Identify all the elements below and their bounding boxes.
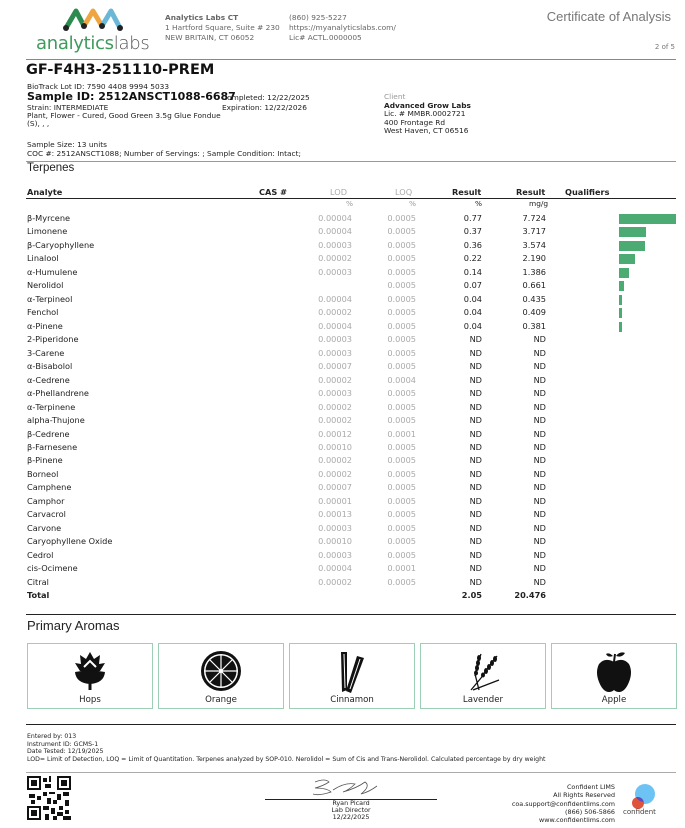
lod-value: 0.00012 [318,428,352,439]
table-row [0,212,685,225]
result-pct: 0.04 [463,307,482,318]
result-pct: 0.04 [463,320,482,331]
result-pct: 0.77 [463,213,482,223]
table-row [0,293,685,306]
aroma-card-lavender [420,643,546,709]
lims-name: Confident LIMS [566,783,615,791]
aroma-label: Apple [601,695,627,705]
analyte-name: Camphene [27,482,72,493]
aroma-card-cinnamon [289,643,415,709]
method-note: LOD= Limit of Detection, LOQ = Limit of Quantitation. Terpenes analyzed by SOP-010. Nerolidol = Sum of Cis and Trans-Nerolidol. Calculated percentage by dry weight [27,756,546,764]
table-row [0,306,685,319]
loq-value: 0.0005 [387,388,416,399]
result-pct: ND [469,482,482,493]
analyte-name: α-Phellandrene [27,388,89,399]
analyte-name: β-Caryophyllene [27,239,95,250]
total-pct: 2.05 [461,590,482,601]
result-bar [619,308,622,318]
logo-text-main: analytics [36,33,114,54]
lims-email[interactable]: coa.support@confidentlims.com [511,799,615,808]
table-row [0,266,685,279]
result-pct: ND [469,441,482,452]
analyte-name: Nerolidol [27,280,64,291]
result-mg: ND [533,482,546,493]
analyte-name: α-Terpinene [27,401,76,412]
lod-value: 0.00004 [318,563,352,574]
unit-result-mg: mg/g [529,199,549,208]
lod-value: 0.00002 [318,576,352,587]
loq-value: 0.0005 [387,455,416,466]
lab-address-1: 1 Hartford Square, Suite # 230 [165,23,280,32]
result-mg: 0.381 [522,320,546,331]
table-row [0,239,685,252]
result-mg: ND [533,441,546,452]
analyte-name: β-Myrcene [27,213,71,223]
table-row [0,401,685,414]
biotrack-lot-id: BioTrack Lot ID: 7590 4408 9994 5033 [27,82,170,91]
loq-value: 0.0005 [387,334,416,345]
col-qualifiers: Qualifiers [565,187,610,197]
col-loq: LOQ [395,187,413,197]
table-row [0,441,685,454]
table-row [0,576,685,589]
lod-value: 0.00001 [318,495,352,506]
lod-value: 0.00003 [318,347,352,358]
analyte-name: Carvone [27,522,62,533]
table-row [0,320,685,333]
lab-contact [289,13,396,43]
result-bar [619,322,622,332]
lod-value: 0.00010 [318,441,352,452]
table-row [0,428,685,441]
result-pct: ND [469,576,482,587]
hops-icon [73,650,107,692]
result-bar [619,268,629,278]
lab-phone: (860) 925-5227 [289,13,347,22]
loq-value: 0.0005 [387,307,416,318]
result-mg: 0.435 [522,293,546,304]
result-pct: 0.14 [463,266,482,277]
result-pct: ND [469,495,482,506]
result-bar [619,214,676,224]
loq-value: 0.0005 [387,549,416,560]
result-mg: 1.386 [522,266,546,277]
analyte-name: 2-Piperidone [27,334,79,345]
lod-value: 0.00003 [318,549,352,560]
client-address-2: West Haven, CT 06516 [384,126,469,135]
analyte-name: α-Cedrene [27,374,70,385]
cinnamon-icon [337,650,367,694]
result-bar [619,241,645,251]
aroma-label: Orange [205,695,237,705]
lod-value: 0.00002 [318,455,352,466]
analyte-name: β-Pinene [27,455,63,466]
lab-url[interactable]: https://myanalyticslabs.com/ [289,23,396,32]
lod-value: 0.00003 [318,522,352,533]
lod-value: 0.00002 [318,415,352,426]
lod-value: 0.00002 [318,401,352,412]
loq-value: 0.0005 [387,401,416,412]
analyte-name: Fenchol [27,307,59,318]
loq-value: 0.0005 [387,468,416,479]
aroma-card-apple [551,643,677,709]
loq-value: 0.0005 [387,361,416,372]
loq-value: 0.0005 [387,536,416,547]
divider [26,772,676,773]
unit-loq: % [409,199,417,208]
unit-lod: % [346,199,354,208]
completed-date: Completed: 12/22/2025 [222,93,310,102]
loq-value: 0.0005 [387,293,416,304]
lod-value: 0.00002 [318,468,352,479]
col-result-mg: Result [516,187,546,197]
result-mg: ND [533,563,546,574]
strain: Strain: INTERMEDIATE [27,103,109,112]
client-info [384,93,471,136]
lab-info [165,13,280,43]
lod-value: 0.00004 [318,293,352,304]
result-mg: ND [533,361,546,372]
terpenes-section-title: Terpenes [27,162,75,174]
result-mg: ND [533,455,546,466]
lims-phone: (866) 506-5866 [565,807,615,816]
result-pct: ND [469,468,482,479]
expiration-date: Expiration: 12/22/2026 [222,102,307,112]
loq-value: 0.0001 [387,428,416,439]
analyte-name: β-Farnesene [27,441,78,452]
loq-value: 0.0005 [387,320,416,331]
result-mg: ND [533,415,546,426]
table-row [0,562,685,575]
result-pct: ND [469,563,482,574]
lod-value: 0.00004 [318,226,352,237]
loq-value: 0.0005 [387,509,416,520]
result-pct: ND [469,361,482,372]
terpene-rows [0,212,685,603]
result-mg: 0.661 [522,280,546,291]
table-row [0,549,685,562]
analyte-name: Linalool [27,253,59,264]
table-row [0,252,685,265]
loq-value: 0.0005 [387,226,416,237]
loq-value: 0.0005 [387,522,416,533]
lab-address-2: NEW BRITAIN, CT 06052 [165,33,255,42]
table-row [0,454,685,467]
lod-value: 0.00003 [318,239,352,250]
product-description: Plant, Flower - Cured, Good Green 3.5g Glue Fondue (S), , , [27,111,221,129]
instrument-id: Instrument ID: GCMS-1 [27,740,99,748]
lavender-icon [465,650,501,692]
result-pct: 0.04 [463,293,482,304]
table-row [0,508,685,521]
result-pct: ND [469,401,482,412]
aroma-label: Hops [79,695,101,705]
table-row [0,535,685,548]
result-pct: ND [469,428,482,439]
lims-url[interactable]: www.confidentlims.com [539,816,615,825]
signer-info [265,800,437,821]
analyte-name: α-Pinene [27,320,63,331]
table-row [0,387,685,400]
lims-info [470,783,615,824]
analysis-notes [27,733,545,764]
lab-name: Analytics Labs CT [165,13,239,22]
col-lod: LOD [330,187,348,197]
sample-id: Sample ID: 2512ANSCT1088-6687 [27,90,236,103]
loq-value: 0.0005 [387,482,416,493]
col-result-pct: Result [452,187,482,197]
analyte-name: Borneol [27,468,59,479]
result-mg: ND [533,536,546,547]
analyte-name: Citral [27,576,49,587]
lod-value: 0.00010 [318,536,352,547]
aroma-card-hops [27,643,153,709]
result-mg: 3.574 [522,239,546,250]
result-mg: ND [533,522,546,533]
lod-value: 0.00007 [318,361,352,372]
result-mg: ND [533,428,546,439]
lod-value: 0.00004 [318,320,352,331]
unit-result-pct: % [475,199,483,208]
loq-value: 0.0005 [387,213,416,223]
result-pct: ND [469,388,482,399]
signer-name: Ryan Picard [332,799,370,807]
total-mg: 20.476 [514,590,546,601]
loq-value: 0.0005 [387,495,416,506]
analyte-name: Limonene [27,226,68,237]
lod-value: 0.00003 [318,388,352,399]
result-pct: ND [469,415,482,426]
client-license: Lic. # MMBR.0002721 [384,109,466,118]
loq-value: 0.0005 [387,576,416,587]
analyte-name: β-Cedrene [27,428,70,439]
total-label: Total [27,590,50,601]
result-mg: ND [533,468,546,479]
result-pct: ND [469,549,482,560]
loq-value: 0.0001 [387,563,416,574]
signature [305,776,385,798]
divider [26,161,676,162]
aromas-section-title: Primary Aromas [27,618,120,633]
confident-logo-text: confident [623,808,656,816]
result-mg: ND [533,334,546,345]
logo-text-sub: labs [113,33,150,54]
col-cas: CAS # [259,187,287,197]
signer-date: 12/22/2025 [332,813,370,821]
analyte-name: Caryophyllene Oxide [27,536,113,547]
table-row [0,468,685,481]
document-title: Certificate of Analysis [546,9,671,24]
result-pct: ND [469,522,482,533]
col-analyte: Analyte [27,187,63,197]
sample-details [27,104,227,129]
aroma-cards [27,643,677,709]
result-pct: 0.37 [463,226,482,237]
analyte-name: cis-Ocimene [27,563,78,574]
total-row [0,589,685,602]
result-mg: ND [533,576,546,587]
loq-value: 0.0005 [387,415,416,426]
table-row [0,481,685,494]
loq-value: 0.0005 [387,347,416,358]
result-mg: ND [533,509,546,520]
result-mg: 7.724 [522,213,546,223]
loq-value: 0.0005 [387,266,416,277]
result-pct: ND [469,334,482,345]
table-row [0,414,685,427]
divider [26,59,676,60]
client-address-1: 400 Frontage Rd [384,117,446,127]
loq-value: 0.0005 [387,280,416,291]
result-pct: ND [469,536,482,547]
analyte-name: α-Bisabolol [27,361,73,372]
lod-value: 0.00002 [318,307,352,318]
analytics-labs-logo-text [36,33,149,54]
result-pct: 0.07 [463,280,482,291]
dates [222,93,310,112]
client-name: Advanced Grow Labs [384,100,471,110]
result-mg: 2.190 [522,253,546,264]
analytics-labs-logo-mark [62,6,126,32]
result-mg: ND [533,388,546,399]
analyte-name: α-Terpineol [27,293,73,304]
table-row [0,522,685,535]
lod-value: 0.00004 [318,213,352,223]
result-mg: 3.717 [522,226,546,237]
lab-license: Lic# ACTL.0000005 [289,33,362,42]
result-pct: ND [469,455,482,466]
result-bar [619,227,646,237]
sample-size: Sample Size: 13 units [27,140,107,149]
apple-icon [595,650,633,694]
analyte-name: Camphor [27,495,65,506]
table-row [0,225,685,238]
entered-by: Entered by: 013 [27,733,77,740]
aroma-card-orange [158,643,284,709]
table-row [0,347,685,360]
loq-value: 0.0004 [387,374,416,385]
analyte-name: Cedrol [27,549,54,560]
lod-value: 0.00003 [318,266,352,277]
coc-info: COC #: 2512ANSCT1088; Number of Servings: ; Sample Condition: Intact; [27,148,301,158]
loq-value: 0.0005 [387,441,416,452]
result-mg: ND [533,495,546,506]
client-label: Client [384,92,406,101]
signer-title: Lab Director [331,806,371,814]
table-row [0,374,685,387]
orange-icon [200,650,242,692]
table-row [0,495,685,508]
result-mg: ND [533,347,546,358]
lod-value: 0.00007 [318,482,352,493]
result-bar [619,281,624,291]
result-mg: 0.409 [522,307,546,318]
loq-value: 0.0005 [387,253,416,264]
date-tested: Date Tested: 12/19/2025 [27,748,104,756]
result-pct: ND [469,347,482,358]
aroma-label: Cinnamon [330,695,374,705]
lims-rights: All Rights Reserved [553,791,615,800]
total-divider [26,614,676,615]
result-pct: ND [469,509,482,520]
lod-value: 0.00002 [318,374,352,385]
table-row [0,333,685,346]
lot-title: GF-F4H3-251110-PREM [26,62,215,78]
lod-value: 0.00002 [318,253,352,264]
sample-size-info [27,141,301,158]
table-row [0,360,685,373]
result-pct: 0.36 [463,239,482,250]
analyte-name: 3-Carene [27,347,65,358]
lod-value: 0.00013 [318,509,352,520]
analyte-name: alpha-Thujone [27,415,85,426]
lod-value: 0.00003 [318,334,352,345]
loq-value: 0.0005 [387,239,416,250]
aroma-label: Lavender [462,695,504,705]
table-row [0,279,685,292]
analyte-name: Carvacrol [27,509,66,520]
page-number: 2 of 5 [654,43,675,51]
analyte-name: α-Humulene [27,266,78,277]
result-pct: 0.22 [463,253,482,264]
result-pct: ND [469,374,482,385]
result-bar [619,254,635,264]
result-mg: ND [533,401,546,412]
divider [26,724,676,725]
qr-code[interactable] [27,776,71,820]
result-bar [619,295,622,305]
result-mg: ND [533,549,546,560]
result-mg: ND [533,374,546,385]
